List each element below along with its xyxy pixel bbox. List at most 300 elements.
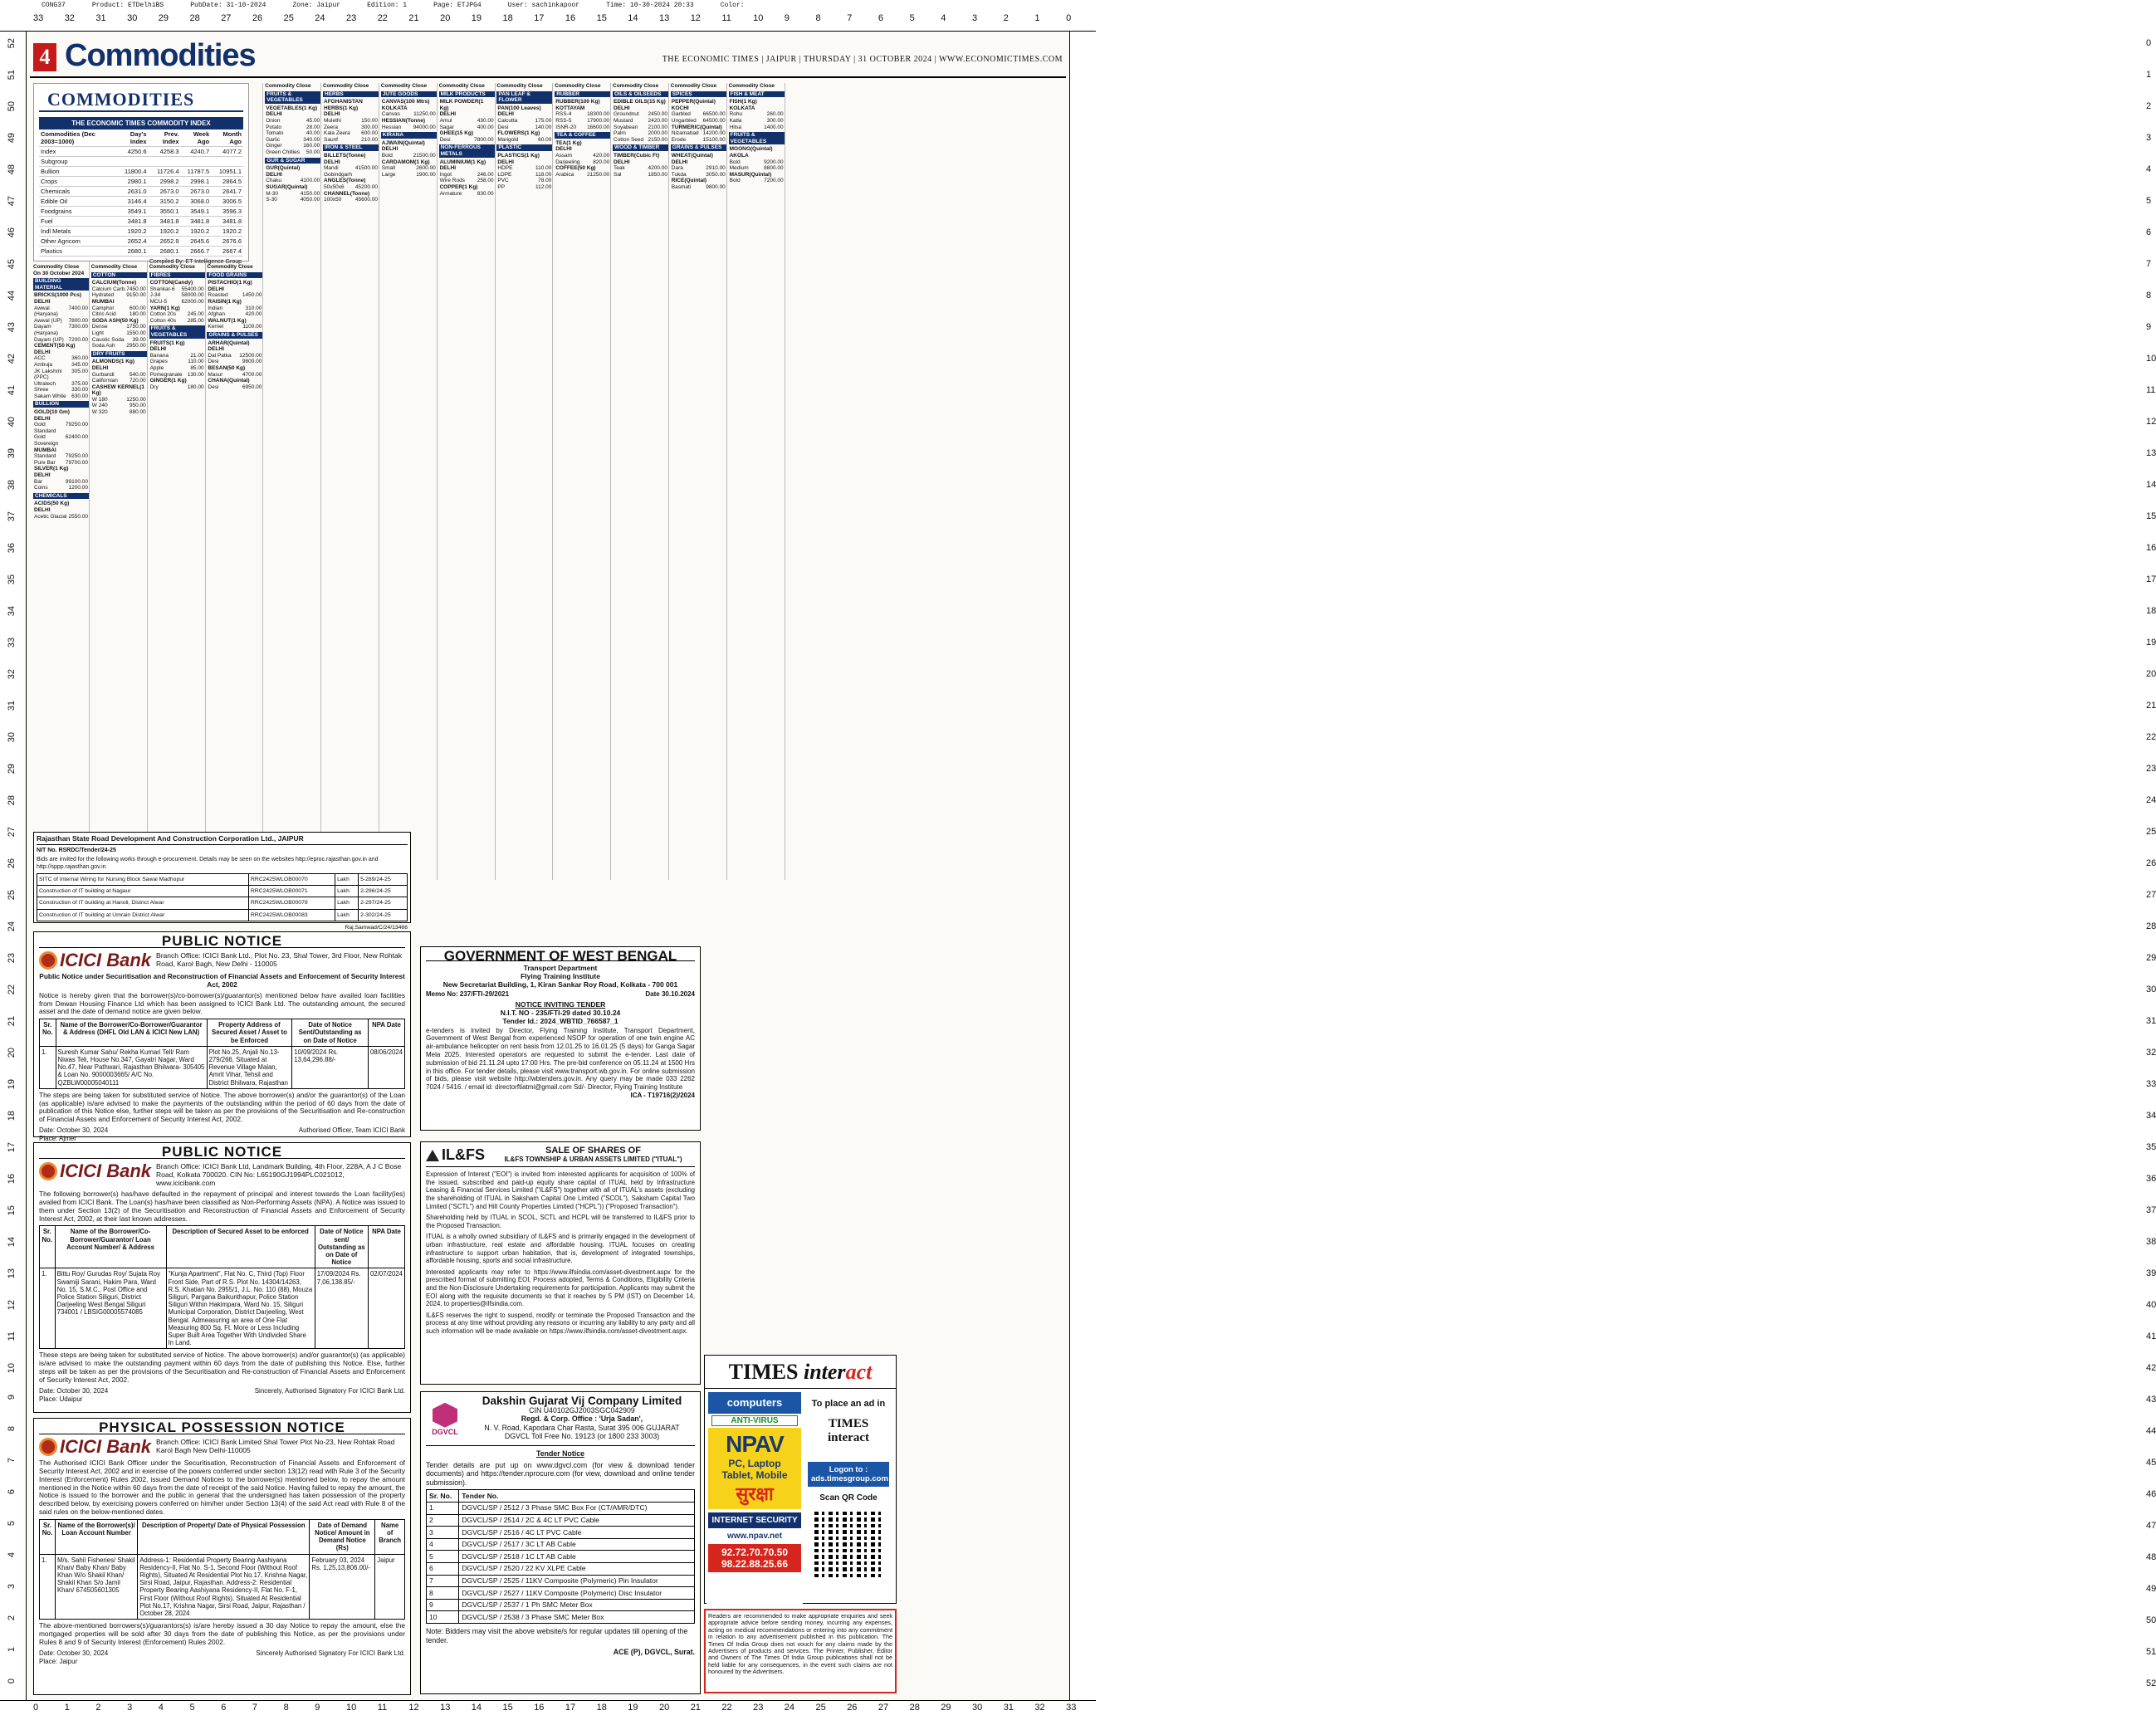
commodity-name: SODA ASH(50 Kg) [91,317,139,324]
ruler-tick-label: 21 [408,13,419,23]
price-row [149,340,205,347]
ruler-tick-label: 3 [972,13,978,23]
commodity-price: 310.00 [245,305,262,311]
section-header: PAN LEAF & FLOWER [496,91,552,104]
notice-table [39,1519,405,1620]
rsrd-subtitle: NIT No. RSRDC/Tender/24-25 [37,848,116,853]
commodity-price: 4150.00 [300,190,320,197]
commodity-name: Palm [614,130,626,137]
commodity-price: 16600.00 [587,124,610,130]
commodity-price: 1750.00 [126,324,146,330]
commodity-name: Small [381,165,396,172]
ruler-tick-label: 17 [2146,574,2156,584]
index-cell: 1920.2 [211,227,243,237]
commodity-price: 820.00 [593,159,610,165]
commodity-price: 400.00 [477,124,494,130]
notice-col-header: Name of Branch [375,1519,405,1554]
notice-cell: "Kunja Apartment", Flat No. C, Third (Top) Floor Front Side, Part of R.S. Plot No. 14304/14263, R.S. Khatian No. 2955/1, J.L. No. 110 (88), Mouza Siliguri, Pargana Baikunthapur, Police Station Siliguri Within Hakimpara, Ward No. 15, Siliguri Municipal Corporation, District Darjeeling, West Bengal. Admeasuring an area of One Flat Measuring 800 Sq. Ft. More or Less Including Super Built Area Together With Undivided Share In Land. [166,1268,315,1349]
commodity-name: Dara [671,165,683,172]
commodity-name: ARHAR(Quintal) [208,340,250,346]
ilfs-sale-ad [420,1141,701,1385]
section-header: OILS & OILSEEDS [613,91,668,98]
price-row [729,165,785,172]
ruler-tick-label: 36 [2146,1174,2156,1184]
rsrd-cell: RRC2425WLOB00079 [248,897,335,909]
commodity-price: 18300.00 [587,111,610,118]
page-header [30,38,1066,78]
commodity-price: 15100.00 [702,136,726,143]
price-row [323,153,379,159]
dgvcl-cell: 4 [427,1538,459,1551]
commodity-price: 118.00 [535,171,552,178]
commodity-name: Cotton 20s [149,311,177,318]
index-cell: Index [39,147,115,157]
commodity-name: Ungarbled [671,117,697,124]
commodity-name: DELHI [381,146,398,153]
ruler-tick-label: 12 [7,1300,17,1311]
index-cell: 2680.1 [149,247,181,257]
ruler-tick-label: 28 [909,1703,920,1713]
price-row [265,172,320,178]
rsrd-cell: 2-296/24-25 [359,886,408,897]
slug-product: Product: ETDelhiBS [91,2,164,9]
rsrd-tender-ad [33,832,411,931]
index-cell [115,157,148,167]
price-row [496,130,552,137]
dgvcl-cell: 9 [427,1599,459,1611]
commodity-name: PISTACHIO(1 Kg) [208,280,252,286]
ruler-tick-label: 46 [2146,1489,2156,1499]
commodity-name: Ambuja [34,361,53,368]
dgvcl-note: Note: Bidders may visit the above website/s for regular updates till opening of the tender. [426,1626,688,1644]
commodity-name: PVC [497,178,509,184]
price-row [439,99,495,111]
commodity-name: Arabica [555,171,574,178]
ruler-tick-label: 50 [7,101,17,112]
dgvcl-row [427,1538,695,1551]
commodity-name: Desi [439,136,451,143]
dgvcl-logo: DGVCL [426,1397,464,1442]
dgvcl-regd: Regd. & Corp. Office : 'Urja Sadan', [521,1415,643,1424]
commodity-name: Citric Acid [91,311,116,318]
price-row [207,378,262,384]
commodity-name: Hessian [381,124,402,130]
index-cell: 4258.3 [149,147,181,157]
price-row [496,111,552,118]
commodity-name: AJWAIN(Quintal) [381,139,425,146]
notice-heading: Public Notice under Securitisation and Reconstruction of Financial Assets and Enforcement of Security Interest Act, 2002 [39,972,405,989]
price-row [207,292,262,299]
price-row [496,178,552,184]
commodity-index-box [33,83,249,265]
ruler-tick-label: 41 [7,385,17,396]
ruler-tick-label: 11 [7,1332,17,1341]
commodity-name: Mulethi [324,117,341,124]
ruler-tick-label: 15 [2146,511,2156,521]
commodity-price: 245.00 [187,311,204,318]
ruler-tick-label: 51 [2146,1647,2156,1657]
place-ad-text: To place an ad in [811,1399,886,1409]
index-cell: 3596.3 [211,207,243,217]
commodity-name: Apple [149,364,164,371]
price-row [729,99,785,105]
npav-devices: PC, Laptop Tablet, Mobile [721,1458,788,1481]
commodity-price: 180.00 [187,384,204,390]
wb-inst: Flying Training Institute [521,971,600,980]
commodity-price: 130.00 [187,371,204,378]
ruler-tick-label: 43 [7,322,17,333]
ruler-tick-label: 34 [7,606,17,617]
price-row [149,384,205,391]
ruler-tick-label: 27 [2146,890,2156,900]
index-cell [181,157,212,167]
section-header: SPICES [671,91,726,98]
price-row [265,118,320,125]
notice-cell: Address-1: Residential Property Bearing Aashiyana Residency-II, Flat No. S-1, Second Floor (Without Roof Rights), Situated At Residential Plot No.17, Krishna Nagar, Sirsi Road, Jaipur, Rajasthan. Address-2: Residential Property Bearing Aashiyana Residency-II, Flat No. F-1, First Floor (Without Roof Rights), Situated At Residential Plot No.17, Krishna Nagar, Sirsi Road, Jaipur, Rajasthan / October 28, 2024 [138,1554,310,1620]
ruler-tick-label: 17 [565,1703,576,1713]
price-row [381,146,437,153]
dgvcl-cell: 1 [427,1502,459,1514]
price-row [613,153,668,159]
commodity-name: RSS-4 [555,111,572,118]
qr-code-icon[interactable] [814,1509,882,1577]
commodity-name: Kernel [208,324,224,330]
ruler-tick-label: 27 [221,13,232,23]
commodity-name: DELHI [497,159,514,165]
commodity-price: 79700.00 [65,459,88,466]
price-row [323,178,379,184]
notice-place: Place: Ajmer [39,1135,76,1143]
ruler-tick-label: 9 [784,13,790,23]
price-row [207,305,262,312]
price-column [265,83,321,880]
index-row [39,237,243,247]
section-header: FOOD GRAINS [207,272,262,279]
ruler-tick-label: 3 [7,1584,17,1590]
price-row [91,292,147,299]
index-cell: 11726.4 [149,167,181,177]
price-row [671,111,726,118]
npav-security: INTERNET SECURITY [708,1512,801,1528]
price-row [33,501,89,507]
price-row [265,165,320,172]
price-row [496,137,552,144]
ruler-tick-label: 23 [2146,764,2156,774]
index-cell: 2998.2 [149,177,181,187]
commodity-name: VEGETABLES(1 Kg) [266,105,318,111]
price-row [729,146,785,153]
rsrd-cell: 2-297/24-25 [359,897,408,909]
commodity-name: Sagar [439,124,454,130]
price-row [496,105,552,112]
ruler-tick-label: 8 [283,1703,289,1713]
section-header: WOOD & TIMBER [613,144,668,151]
commodity-name: Hydrated [91,292,115,299]
slug-edition: Edition: 1 [367,2,408,9]
ruler-tick-label: 31 [7,701,17,711]
ilfs-logo-icon [426,1150,439,1161]
commodity-name: S-30 [266,197,277,203]
ruler-tick-label: 25 [815,1703,826,1713]
ruler-tick-label: 5 [7,1521,17,1527]
commodity-price: 345.00 [71,361,88,368]
index-cell: 3481.8 [211,217,243,227]
price-row [555,111,610,118]
commodity-price: 11250.00 [413,111,436,118]
commodity-price: 58000.00 [181,292,204,299]
dgvcl-address: N. V. Road, Kapodara Char Rasta, Surat 395 006 GUJARAT [484,1423,680,1432]
price-row [729,172,785,178]
wb-nit-no: N.I.T. NO - 235/FTI-29 dated 30.10.24 [500,1008,621,1017]
commodity-price: 55400.00 [181,286,204,292]
rsrd-row [37,886,408,897]
section-header: FIBRES [149,272,205,279]
commodity-price: 1850.00 [648,171,667,178]
index-cell: 3481.8 [181,217,212,227]
index-cell: 1920.2 [181,227,212,237]
index-row [39,157,243,167]
price-row [613,159,668,166]
index-col-header: Week Ago [181,129,212,147]
npav-antivirus: ANTI-VIRUS [711,1415,798,1426]
commodity-name: DELHI [439,165,457,172]
notice-col-header: NPA Date [368,1226,404,1268]
commodity-name: Canvas [381,111,400,118]
commodity-name: CASHEW KERNEL(1 Kg) [91,384,144,397]
ruler-tick-label: 23 [346,13,357,23]
price-row [207,384,262,391]
index-cell: 1920.2 [115,227,148,237]
price-row [671,159,726,166]
commodity-price: 150.00 [361,117,378,124]
price-row [91,286,147,293]
ruler-tick-label: 13 [440,1703,451,1713]
index-row [39,197,243,207]
rsrd-table [37,873,408,921]
slug-zone: Zone: Jaipur [292,2,341,9]
ruler-tick-label: 20 [2146,669,2156,679]
commodity-price: 1250.00 [126,396,146,403]
price-row [149,299,205,305]
commodity-price: 246.00 [477,171,494,178]
ruler-tick-label: 8 [815,13,821,23]
commodity-price: 1200.00 [68,485,88,491]
section-header: BULLION [33,401,89,408]
price-row [91,359,147,365]
wb-memo: Memo No: 237/FTI-29/2021 [426,989,510,998]
price-row [91,384,147,397]
commodity-name: KOCHI [671,105,689,111]
commodity-name: RUBBER(100 Kg) [555,99,600,105]
price-row [33,434,89,447]
price-column-header: Commodity Close [265,83,311,89]
commodity-name: Mandi Gobindgarh [324,165,352,178]
commodity-name: ALUMINIUM(1 Kg) [439,159,486,165]
price-row [439,165,495,172]
price-column-header: Commodity Close [90,264,138,270]
ruler-tick-label: 31 [1003,1703,1014,1713]
commodity-name: MILK POWDER(1 Kg) [439,99,484,111]
notice-cell: M/s. Sahil Fisheries/ Shakil Khan/ Baby Khan/ Baby Khan W/o Shakil Khan/ Shakil Khan S/o Jamil Khan/ 674505601305 [55,1554,137,1620]
commodity-price: 45.00 [306,117,320,124]
index-col-header: Commodities (Dec 2003=1000) [39,129,115,147]
ruler-tick-label: 28 [7,795,17,806]
price-column [439,83,496,880]
commodity-name: Camphor [91,305,115,311]
commodity-name: Coins [34,485,48,491]
ruler-tick-label: 7 [252,1703,258,1713]
ruler-tick-label: 14 [471,1703,482,1713]
ruler-tick-label: 4 [7,1552,17,1558]
price-row [149,372,205,379]
price-row [381,118,437,125]
commodity-price: 7300.00 [68,324,88,330]
dgvcl-table [426,1489,695,1624]
commodity-price: 40.00 [306,130,320,137]
dgvcl-cin: CIN U40102GJ2003SGC042909 [529,1405,635,1415]
index-cell: 3068.0 [181,197,212,207]
commodity-name: GHEE(15 Kg) [439,130,474,137]
price-row [33,479,89,486]
commodity-price: 45200.00 [354,183,378,190]
price-row [613,165,668,172]
commodity-name: CEMENT(50 Kg) [34,343,76,349]
price-column-header: Commodity Close [496,83,543,89]
commodity-name: KOTTAYAM [555,105,585,111]
ruler-tick-label: 37 [2146,1205,2156,1215]
notice-cell: 10/09/2024 Rs. 13,64,296.88/- [292,1046,369,1088]
section-header: MILK PRODUCTS [439,91,495,98]
price-row [149,378,205,384]
ruler-tick-label: 47 [7,196,17,207]
ruler-tick-label: 23 [753,1703,764,1713]
price-row [91,403,147,409]
commodity-name: CHANNEL(Tonne) [324,190,370,197]
ilfs-logo: IL&FS [426,1150,485,1161]
section-header: COTTON [91,272,147,279]
ilfs-p3: ITUAL is a wholly owned subsidiary of IL&FS and is primarily engaged in the development of urban infrastructure, real estate and affordable housing. ITUAL focuses on creating infrastructure to support urban habitation, that is, development of integrated townships, affordable housing, sports and social infrastructure. [426,1233,695,1265]
section-header: IRON & STEEL [323,144,379,151]
price-row [555,146,610,153]
commodity-name: SILVER(1 Kg) [34,466,69,472]
index-cell: 2631.0 [115,187,148,197]
npav-url: www.npav.net [726,1532,783,1541]
price-row [33,318,89,325]
commodity-name: DELHI [34,298,51,305]
readers-disclaimer [704,1609,897,1693]
npav-phone: 92.72.70.70.50 98.22.88.25.66 [708,1544,801,1572]
dgvcl-cell: DGVCL/SP / 2512 / 3 Phase SMC Box For (CT/AMR/DTC) [459,1502,695,1514]
section-header: FISH & MEAT [729,91,785,98]
ruler-tick-label: 9 [315,1703,320,1713]
ruler-tick-label: 11 [377,1703,388,1713]
price-row [149,280,205,286]
commodity-name: RICE(Quintal) [671,178,707,184]
ruler-tick-label: 29 [2146,953,2156,963]
rsrd-cell: Construction of IT building at Nagaur [37,886,249,897]
place-ad-login[interactable]: Logon to : ads.timesgroup.com [808,1462,889,1487]
commodity-name: HDPE [497,165,513,172]
index-cell: 3150.2 [149,197,181,207]
ruler-tick-label: 2 [2146,101,2152,111]
commodity-name: Dal Patka [208,352,232,359]
price-row [323,130,379,137]
index-cell: 10951.1 [211,167,243,177]
notice-date: Date: October 30, 2024 [39,1649,109,1657]
ruler-tick-label: 30 [972,1703,983,1713]
index-cell: 2652.9 [149,237,181,247]
commodity-name: Cotton 40s [149,317,177,324]
section-header: DRY FRUITS [91,351,147,358]
ruler-tick-label: 44 [2146,1426,2156,1436]
commodity-price: 7200.00 [764,178,784,184]
ilfs-p1: Expression of Interest ("EOI") is invited from interested applicants for acquisition of 100% of the issued, subscribed and paid-up equity share capital of ITUAL held by Infrastructure Leasing & Financial Services Limited ("IL&FS") together with all of ITUAL's assets (excluding the shareholding of ITUAL in Saksham Capital One Limited ("SCOL"), Saksham Capital Two Limited ("SCTL") and Hill County Properties Limited ("HCPL")) ("Proposed Transaction"). [426,1170,695,1210]
price-row [33,337,89,344]
commodity-name: FISH(1 Kg) [729,99,757,105]
commodity-name: DELHI [671,159,688,165]
commodity-price: 17900.00 [587,117,610,124]
public-notice-1 [33,931,411,1143]
price-row [613,111,668,118]
price-row [265,143,320,149]
price-row [33,362,89,369]
commodity-name: Green Chillies [266,149,301,155]
commodity-price: 180.00 [129,311,146,318]
commodity-price: 6950.00 [242,384,262,390]
ruler-tick-label: 26 [7,858,17,869]
ruler-tick-label: 17 [7,1142,17,1153]
commodity-name: Armature [439,190,462,197]
commodity-price: 300.00 [361,124,378,130]
commodity-name: DELHI [555,146,572,153]
index-row [39,217,243,227]
price-column-header: Commodity Close [207,264,253,270]
price-row [496,159,552,166]
section-header: HERBS [323,91,379,98]
price-row [33,514,89,520]
icici-logo [39,1438,151,1456]
commodity-name: GUR(Quintal) [266,165,301,172]
commodity-name: W 320 [91,409,108,416]
icici-logo-icon [39,951,57,970]
ruler-tick-label: 22 [7,985,17,995]
price-row [671,178,726,184]
dgvcl-row [427,1562,695,1575]
commodity-name: Californian [91,378,118,384]
price-row [729,159,785,166]
commodity-name: Medium [729,165,749,172]
dgvcl-cell: DGVCL/SP / 2537 / 1 Ph SMC Meter Box [459,1599,695,1611]
commodity-price: 110.00 [188,359,204,365]
commodity-price: 2150.00 [648,136,667,143]
commodity-name: Large [381,171,396,178]
price-row [149,346,205,353]
commodity-price: 330.00 [71,387,88,393]
ruler-tick-label: 20 [659,1703,670,1713]
price-column-header: Commodity Close [33,264,80,270]
commodity-name: Bold [729,178,741,184]
icici-logo-icon [39,1162,57,1180]
ruler-tick-label: 26 [847,1703,858,1713]
rsrd-cell: RRC2425WLOB00070 [248,874,335,886]
commodity-name: DELHI [34,349,51,355]
commodity-price: 830.00 [477,190,494,197]
commodity-name: Mustard [614,117,633,124]
price-column-header: Commodity Close [613,83,659,89]
ilfs-p2: Shareholding held by ITUAL in SCOL, SCTL and HCPL will be transferred to IL&FS prior to the Proposed Transaction. [426,1214,695,1229]
commodity-name: Light [91,330,104,336]
ilfs-head: SALE OF SHARES OF [545,1146,641,1156]
